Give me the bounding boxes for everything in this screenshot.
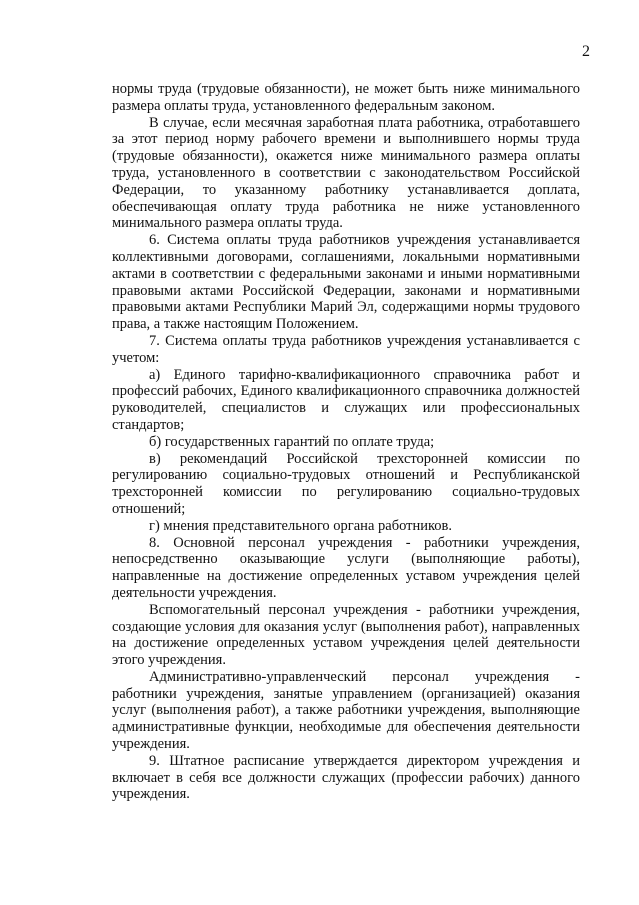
paragraph-clause-7: 7. Система оплаты труда работников учреждения устанавливается с учетом: — [112, 332, 580, 366]
paragraph-minimum-wage-supplement: В случае, если месячная заработная плата работника, отработавшего за этот период норму рабочего времени и выполнившего нормы труда (трудовые обязанности), окажется ниже минимального размера оплаты труда, установленного в соответствии с законодательством Российской Федерации, то указанному работнику устанавливается доплата, обеспечивающая оплату труда работника не ниже установленного минимального размера оплаты труда. — [112, 114, 580, 232]
paragraph-auxiliary-staff: Вспомогательный персонал учреждения - работники учреждения, создающие условия для оказания услуг (выполнения работ), направленных на достижение определенных уставом учреждения целей деятельности этого учреждения. — [112, 601, 580, 669]
paragraph-clause-9: 9. Штатное расписание утверждается директором учреждения и включает в себя все должности служащих (профессии рабочих) данного учреждения. — [112, 752, 580, 803]
paragraph-clause-8: 8. Основной персонал учреждения - работники учреждения, непосредственно оказывающие услуги (выполняющие работы), направленные на достижение определенных уставом учреждения целей деятельности учреждения. — [112, 534, 580, 601]
document-body — [112, 81, 580, 803]
page-number: 2 — [582, 43, 590, 60]
paragraph-continuation: нормы труда (трудовые обязанности), не может быть ниже минимального размера оплаты труда, установленного федеральным законом. — [112, 81, 580, 114]
paragraph-administrative-staff: Административно-управленческий персонал учреждения - работники учреждения, занятые управлением (организацией) оказания услуг (выполнения работ), а также работники учреждения, выполняющие административные функции, необходимые для обеспечения деятельности учреждения. — [112, 668, 580, 753]
paragraph-clause-6: 6. Система оплаты труда работников учреждения устанавливается коллективными договорами, соглашениями, локальными нормативными актами в соответствии с федеральными законами и иными нормативными правовыми актами Российской Федерации, законами и нормативными правовыми актами Республики Марий Эл, содержащими нормы трудового права, а также настоящим Положением. — [112, 232, 580, 333]
paragraph-clause-7-a: а) Единого тарифно-квалификационного справочника работ и профессий рабочих, Единого квалификационного справочника должностей руководителей, специалистов и служащих или профессиональных стандартов; — [112, 366, 580, 433]
paragraph-clause-7-v: в) рекомендаций Российской трехсторонней комиссии по регулированию социально-трудовых отношений и Республиканской трехсторонней комиссии по регулированию социально-трудовых отношений; — [112, 450, 580, 517]
paragraph-clause-7-g: г) мнения представительного органа работников. — [149, 517, 453, 534]
paragraph-clause-7-b: б) государственных гарантий по оплате труда; — [149, 433, 435, 450]
